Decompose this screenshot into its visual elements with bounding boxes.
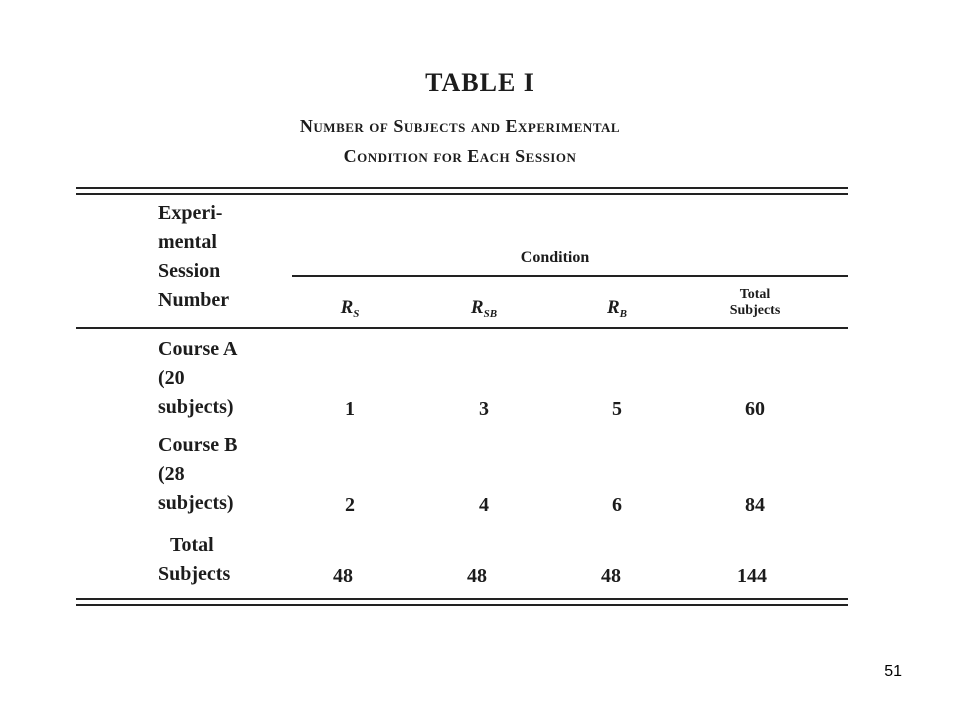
column-header-rs: [310, 293, 390, 329]
row-total-rb: 48: [601, 565, 621, 587]
row-course-a-rb: 5: [612, 398, 622, 420]
header-rule: [76, 327, 848, 329]
row-course-b-label-1: Course B: [158, 434, 238, 456]
table-caption-line-1: Number of Subjects and Experimental: [299, 116, 621, 136]
column-header-total-line-1: Total: [739, 287, 771, 302]
column-header-rsb: [444, 293, 524, 329]
column-header-rb: [577, 293, 657, 329]
row-course-a-label-1: Course A: [158, 338, 238, 360]
row-course-b-rb: 6: [612, 494, 622, 516]
stub-header-line-2: mental: [158, 231, 217, 253]
row-course-a-rs: 1: [345, 398, 355, 420]
row-total-rsb: 48: [467, 565, 487, 587]
condition-spanner: Condition: [520, 249, 590, 266]
bottom-rule: [76, 598, 848, 600]
bottom-rule-second: [76, 604, 848, 606]
stub-header-line-4: Number: [158, 289, 230, 311]
page-number: 51: [884, 663, 902, 680]
row-course-b-rsb: 4: [479, 494, 489, 516]
row-course-a-label-3: subjects): [158, 396, 234, 418]
column-header-total-line-2: Subjects: [729, 303, 781, 318]
row-course-b-label-2: (28: [158, 463, 185, 485]
row-course-b-total: 84: [745, 494, 765, 516]
column-header-rsb-sub: SB: [483, 308, 498, 320]
row-course-a-rsb: 3: [479, 398, 489, 420]
column-header-rsb-base: R: [470, 297, 484, 318]
row-course-b-label-3: subjects): [158, 492, 234, 514]
column-header-rs-sub: S: [353, 308, 360, 320]
column-header-rb-sub: B: [619, 308, 628, 320]
stub-header-line-3: Session: [158, 260, 221, 282]
top-rule: [76, 187, 848, 189]
column-header-rs-base: R: [340, 297, 354, 318]
top-rule-second: [76, 193, 848, 195]
table-title: TABLE I: [425, 68, 535, 97]
row-course-a-label-2: (20: [158, 367, 185, 389]
table-caption-line-2: Condition for Each Session: [343, 146, 577, 166]
row-course-a-total: 60: [745, 398, 765, 420]
stub-header-line-1: Experi-: [158, 202, 223, 224]
column-header-rb-base: R: [606, 297, 620, 318]
row-total-label-2: Subjects: [158, 563, 231, 585]
row-total-total: 144: [737, 565, 767, 587]
row-course-b-rs: 2: [345, 494, 355, 516]
row-total-rs: 48: [333, 565, 353, 587]
row-total-label-1: Total: [170, 534, 214, 556]
spanner-rule: [292, 275, 848, 277]
